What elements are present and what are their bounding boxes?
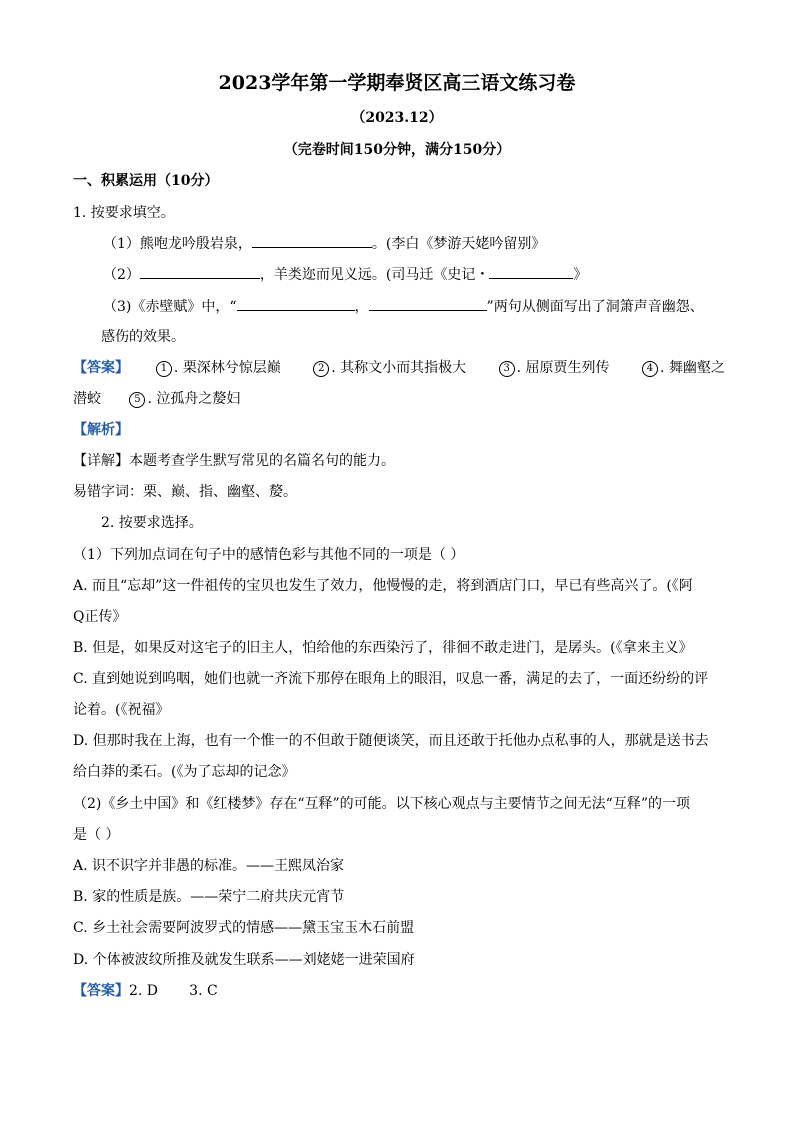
option-b: B. 但是，如果反对这宅子的旧主人，怕给他的东西染污了，徘徊不敢走进门，是孱头。(《拿来主义》	[73, 640, 693, 656]
q1-item-3-cont: 感伤的效果。	[101, 329, 185, 345]
answer-3: 3 . 屈原贾生列传	[499, 360, 610, 376]
answer-tag: 【答案】	[73, 983, 129, 999]
answer-4: 4 . 舞幽壑之	[642, 360, 725, 376]
fill-blank[interactable]	[489, 264, 573, 279]
exam-title: 2023学年第一学期奉贤区高三语文练习卷	[218, 72, 576, 94]
option-c-line2: 论着。(《祝福》	[73, 702, 170, 718]
detail-text: 【详解】本题考查学生默写常见的名篇名句的能力。	[73, 453, 395, 469]
q1-answer-line-2	[73, 389, 240, 409]
option-a-line2: Q正传》	[73, 609, 127, 625]
fill-blank[interactable]	[140, 264, 260, 279]
answer-2: 2 . 其称文小而其指极大	[313, 360, 466, 376]
fill-blank[interactable]	[369, 296, 487, 311]
q1-item-1-source: 。(李白《梦游天姥吟留别》	[371, 236, 546, 252]
exam-info: （完卷时间150分钟，满分150分）	[283, 142, 511, 158]
option-d-line2: 给白莽的柔石。(《为了忘却的记念》	[73, 764, 296, 780]
answer-5: 5 . 泣孤舟之嫠妇	[129, 391, 240, 407]
sub2-option-d: D. 个体被波纹所推及就发生联系——刘姥姥一进荣国府	[73, 952, 415, 968]
answer-tag: 【答案】	[73, 360, 129, 376]
error-words: 易错字词：栗、巅、指、幽壑、嫠。	[73, 484, 297, 500]
q1-item-2-mid: ，羊类迩而见义远。(司马迁《史记・	[259, 267, 490, 283]
fill-blank[interactable]	[252, 233, 372, 248]
q2-answer-line	[73, 981, 218, 1001]
analysis-tag: 【解析】	[73, 422, 129, 438]
option-c-line1: C. 直到她说到呜咽，她们也就一齐流下那停在眼角上的眼泪，叹息一番，满足的去了，一面还纷纷的评	[73, 671, 709, 687]
q1-item-1	[103, 233, 545, 254]
exam-date: （2023.12）	[351, 110, 443, 126]
q1-item-3	[103, 296, 704, 317]
sub2-option-a: A. 识不识字并非愚的标准。——王熙凤治家	[73, 858, 345, 874]
q1-item-1-text: （1）熊咆龙吟殷岩泉，	[103, 236, 252, 252]
answer-1: 1 . 栗深林兮惊层巅	[156, 360, 281, 376]
sub2-option-b: B. 家的性质是族。——荣宁二府共庆元宵节	[73, 889, 345, 905]
q1-item-3-desc: ”两句从侧面写出了洞箫声音幽怨、	[486, 299, 704, 315]
q2-prompt: 2. 按要求选择。	[101, 515, 203, 531]
q2-sub1: （1）下列加点词在句子中的感情色彩与其他不同的一项是（ ）	[73, 547, 465, 563]
q1-item-2	[103, 264, 587, 285]
q1-item-3-text: （3)《赤壁赋》中，“	[103, 299, 237, 315]
q1-prompt: 1. 按要求填空。	[73, 205, 175, 221]
q1-item-2-end: 》	[573, 267, 588, 283]
sub2-option-c: C. 乡土社会需要阿波罗式的情感——黛玉宝玉木石前盟	[73, 920, 415, 936]
q1-answer-line	[73, 358, 725, 378]
q1-item-2-text: （2）	[103, 267, 140, 283]
q1-item-3-comma: ，	[354, 299, 369, 315]
fill-blank[interactable]	[237, 296, 355, 311]
option-d-line1: D. 但那时我在上海，也有一个惟一的不但敢于随便谈笑，而且还敢于托他办点私事的人，那就是送书去	[73, 733, 709, 749]
q2-answer-text: 2. D 3. C	[129, 983, 218, 999]
section-heading: 一、积累运用（10分）	[73, 173, 219, 189]
answer-4-cont: 潜蛟	[73, 391, 101, 407]
option-a-line1: A. 而且“忘却”这一件祖传的宝贝也发生了效力，他慢慢的走，将到酒店门口，早已有些高兴了。(《阿	[73, 578, 693, 594]
q2-sub2-line1: （2)《乡土中国》和《红楼梦》存在“互释”的可能。以下核心观点与主要情节之间无法“互释”的一项	[73, 796, 690, 812]
q2-sub2-line2: 是（ ）	[73, 827, 120, 843]
